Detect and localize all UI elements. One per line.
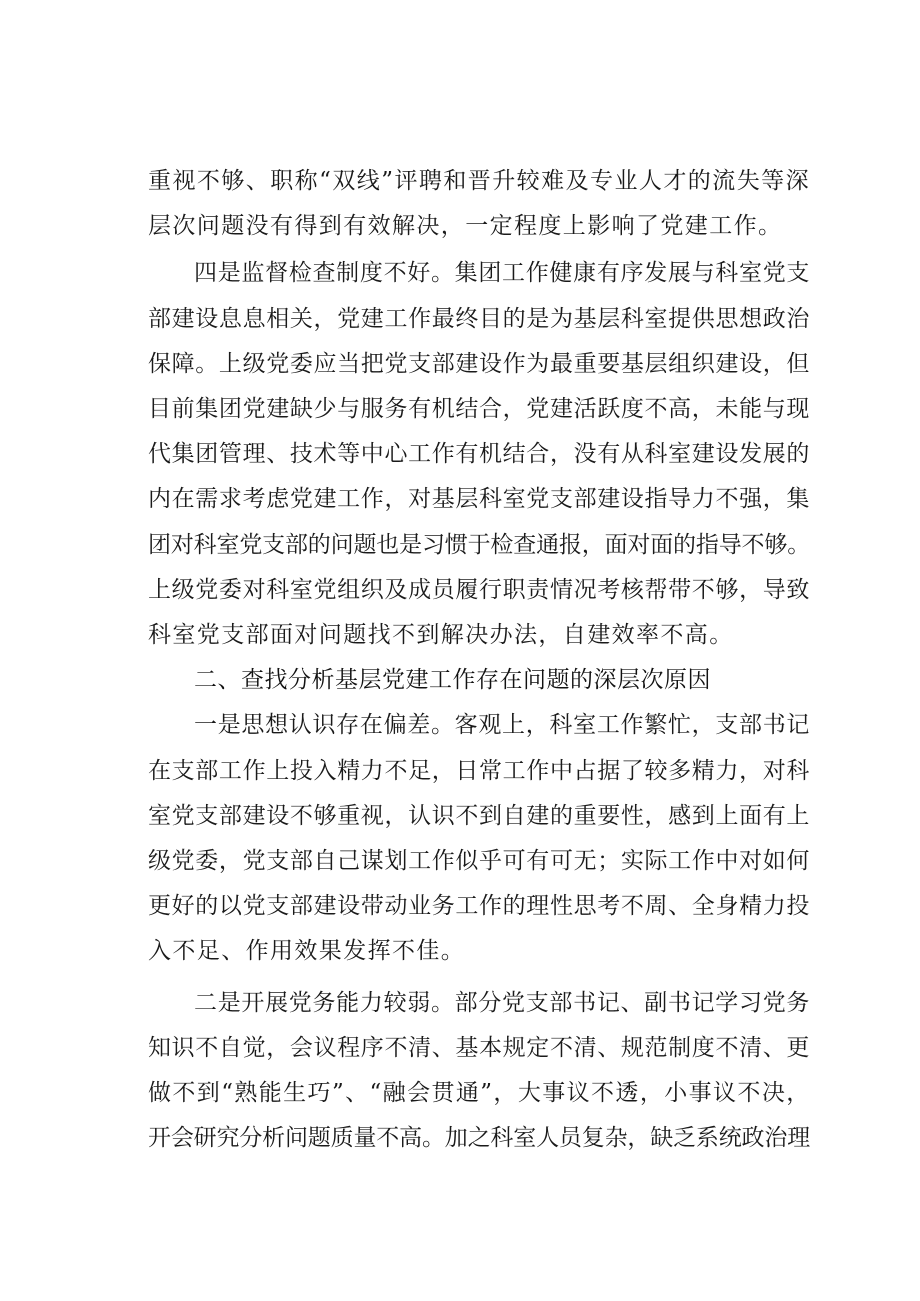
text-line: 做不到“熟能生巧”、“融会贯通”，大事议不透，小事议不决， (148, 1080, 811, 1107)
text-line: 知识不自觉，会议程序不清、基本规定不清、规范制度不清、更 (148, 1034, 810, 1061)
paragraph-capability (148, 981, 810, 1162)
text-line: 上级党委对科室党组织及成员履行职责情况考核帮带不够，导致 (148, 576, 810, 603)
text-line: 入不足、作用效果发挥不佳。 (148, 938, 466, 965)
text-line: 代集团管理、技术等中心工作有机结合，没有从科室建设发展的 (148, 441, 810, 468)
text-line: 科室党支部面对问题找不到解决办法，自建效率不高。 (148, 622, 734, 649)
text-line: 目前集团党建缺少与服务有机结合，党建活跃度不高，未能与现 (148, 396, 810, 423)
text-line: 保障。上级党委应当把党支部建设作为最重要基层组织建设，但 (148, 350, 810, 377)
paragraph-supervision (148, 251, 810, 658)
text-line: 二是开展党务能力较弱。部分党支部书记、副书记学习党务 (194, 989, 810, 1016)
text-line: 更好的以党支部建设带动业务工作的理性思考不周、全身精力投 (148, 893, 810, 920)
text-line: 四是监督检查制度不好。集团工作健康有序发展与科室党支 (194, 260, 810, 287)
document-body (148, 159, 810, 1161)
section-heading: 二、查找分析基层党建工作存在问题的深层次原因 (194, 667, 711, 694)
text-line: 一是思想认识存在偏差。客观上，科室工作繁忙，支部书记 (194, 712, 810, 739)
paragraph-ideology (148, 703, 810, 974)
text-line: 层次问题没有得到有效解决，一定程度上影响了党建工作。 (148, 213, 783, 240)
text-line: 内在需求考虑党建工作，对基层科室党支部建设指导力不强，集 (148, 486, 810, 513)
paragraph-continuation (148, 159, 810, 249)
text-line: 开会研究分析问题质量不高。加之科室人员复杂，缺乏系统政治理 (148, 1125, 810, 1152)
text-line: 团对科室党支部的问题也是习惯于检查通报，面对面的指导不够。 (148, 531, 810, 558)
text-line: 级党委，党支部自己谋划工作似乎可有可无；实际工作中对如何 (148, 848, 810, 875)
text-line: 在支部工作上投入精力不足，日常工作中占据了较多精力，对科 (148, 757, 810, 784)
text-line: 重视不够、职称“双线”评聘和晋升较难及专业人才的流失等深 (148, 168, 810, 194)
text-line: 部建设息息相关，党建工作最终目的是为基层科室提供思想政治 (148, 305, 810, 332)
text-line: 室党支部建设不够重视，认识不到自建的重要性，感到上面有上 (148, 802, 810, 829)
